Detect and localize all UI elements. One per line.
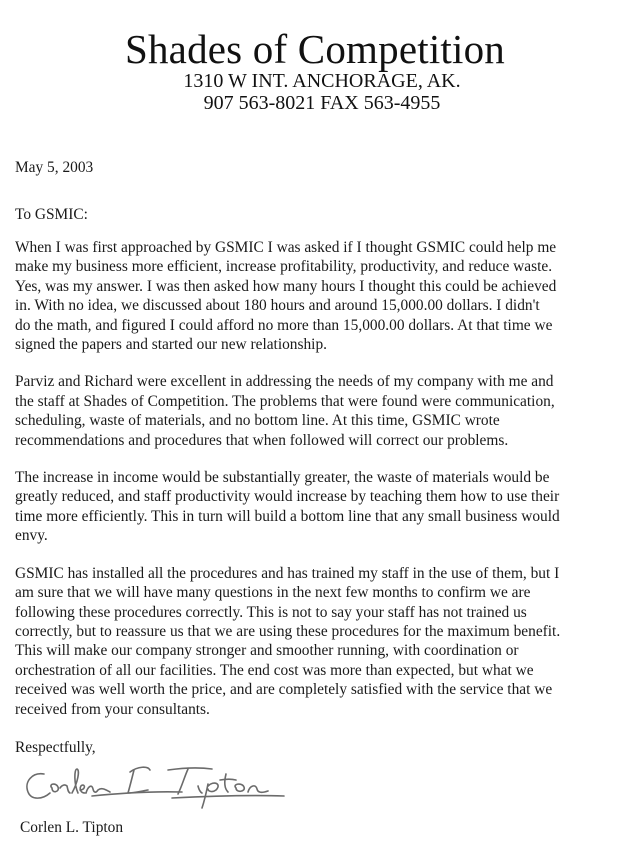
body-paragraph bbox=[15, 238, 617, 354]
letterhead bbox=[0, 26, 630, 116]
body-line: received from your consultants. bbox=[15, 700, 210, 718]
body-line: The increase in income would be substantially greater, the waste of materials would be bbox=[15, 469, 550, 487]
letter-body bbox=[15, 238, 617, 737]
company-address: 1310 W INT. ANCHORAGE, AK. bbox=[183, 70, 461, 92]
signature-strokes bbox=[27, 767, 284, 808]
body-line: When I was first approached by GSMIC I was asked if I thought GSMIC could help me bbox=[15, 239, 557, 256]
body-line: greatly reduced, and staff productivity would increase by teaching them how to use their bbox=[15, 488, 560, 506]
body-line: the staff at Shades of Competition. The problems that were found were communication, bbox=[15, 392, 555, 410]
body-line: do the math, and figured I could afford no more than 15,000.00 dollars. At that time we bbox=[15, 316, 553, 334]
letter-date: May 5, 2003 bbox=[15, 159, 94, 176]
body-line: Parviz and Richard were excellent in addressing the needs of my company with me and bbox=[15, 373, 554, 391]
body-line: recommendations and procedures that when followed will correct our problems. bbox=[15, 431, 509, 449]
body-line: orchestration of all our facilities. The end cost was more than expected, but what we bbox=[15, 661, 534, 679]
company-phone-fax: 907 563-8021 FAX 563-4955 bbox=[203, 92, 441, 114]
body-line: signed the papers and started our new relationship. bbox=[15, 336, 327, 354]
signer-name: Corlen L. Tipton bbox=[20, 819, 124, 836]
body-line: GSMIC has installed all the procedures and has trained my staff in the use of them, but I bbox=[15, 564, 560, 582]
body-paragraph bbox=[15, 564, 617, 719]
body-line: am sure that we will have many questions in the next few months to confirm we are bbox=[15, 584, 531, 602]
body-line: following these procedures correctly. This is not to say your staff has not trained us bbox=[15, 603, 527, 621]
handwritten-signature bbox=[22, 760, 292, 812]
company-name: Shades of Competition bbox=[124, 26, 505, 72]
closing: Respectfully, bbox=[15, 739, 96, 756]
body-paragraph bbox=[15, 372, 617, 450]
body-paragraph bbox=[15, 468, 617, 546]
salutation: To GSMIC: bbox=[15, 206, 88, 223]
body-line: make my business more efficient, increase profitability, productivity, and reduce waste. bbox=[15, 258, 553, 276]
body-line: Yes, was my answer. I was then asked how many hours I thought this could be achieved bbox=[15, 277, 557, 295]
body-line: received was well worth the price, and are completely satisfied with the service that we bbox=[15, 681, 553, 699]
body-line: envy. bbox=[15, 527, 48, 545]
body-line: in. With no idea, we discussed about 180 hours and around 15,000.00 dollars. I didn't bbox=[15, 297, 540, 315]
body-line: correctly, but to reassure us that we are using these procedures for the maximum benefit. bbox=[15, 622, 561, 640]
body-line: scheduling, waste of materials, and no bottom line. At this time, GSMIC wrote bbox=[15, 412, 500, 430]
body-line: time more efficiently. This in turn will build a bottom line that any small business would bbox=[15, 507, 560, 525]
body-line: This will make our company stronger and smoother running, with coordination or bbox=[15, 642, 519, 660]
